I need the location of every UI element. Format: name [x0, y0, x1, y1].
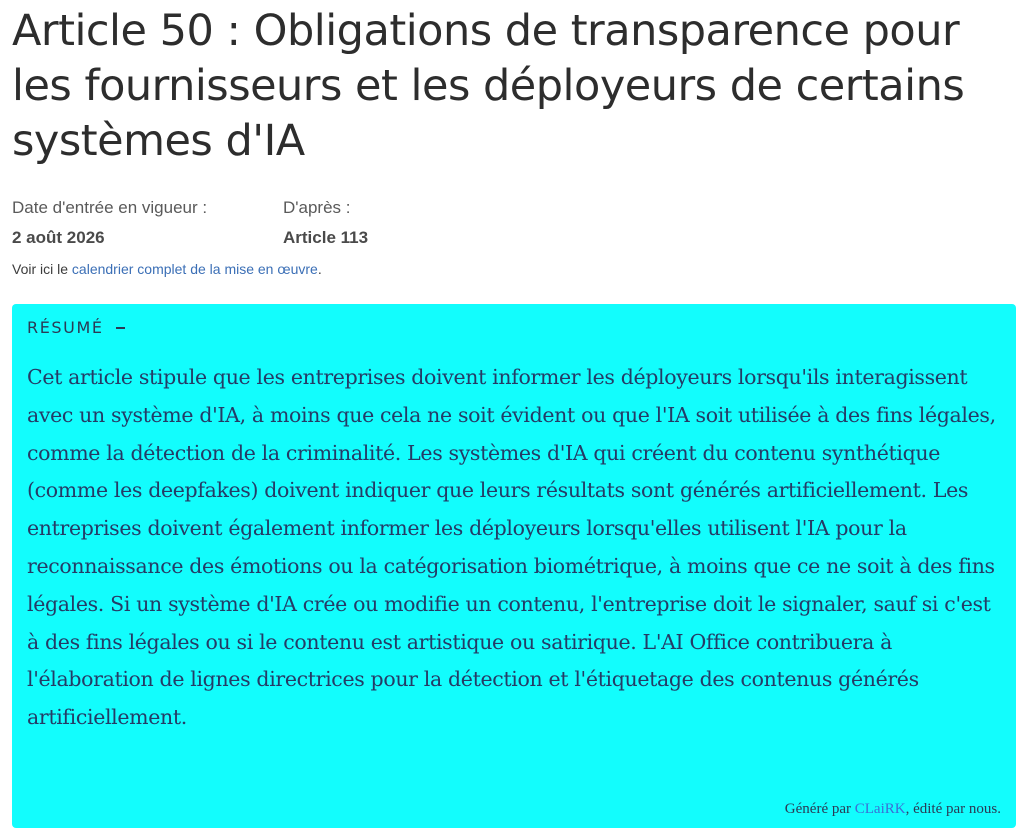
summary-toggle[interactable]	[27, 318, 1001, 337]
source-value: Article 113	[283, 228, 369, 247]
source-label: D'après :	[283, 198, 351, 217]
calendar-line	[12, 259, 1016, 279]
calendar-link[interactable]: calendrier complet de la mise en œuvre	[71, 261, 318, 277]
entry-date-block	[12, 197, 283, 249]
entry-date-label: Date d'entrée en vigueur :	[12, 198, 208, 217]
clairk-link[interactable]: CLaiRK	[854, 801, 906, 817]
generated-by-note	[785, 801, 1001, 818]
summary-header-label: RÉSUMÉ	[27, 318, 104, 337]
calendar-prefix: Voir ici le	[12, 261, 72, 277]
summary-text: Cet article stipule que les entreprises doivent informer les déployeurs lorsqu'ils interagissent avec un système d'IA, à moins que cela ne soit évident ou que l'IA soit utilisée à des fins légales, comme la détection de la criminalité. Les systèmes d'IA qui créent du contenu synthétique (comme les deepfakes) doivent indiquer que leurs résultats sont générés artificiellement. Les entreprises doivent également informer les déployeurs lorsqu'elles utilisent l'IA pour la reconnaissance des émotions ou la catégorisation biométrique, à moins que ce ne soit à des fins légales. Si un système d'IA crée ou modifie un contenu, l'entreprise doit le signaler, sauf si c'est à des fins légales ou si le contenu est artistique ou satirique. L'AI Office contribuera à l'élaboration de lignes directrices pour la détection et l'étiquetage des contenus générés artificiellement.	[27, 365, 996, 730]
generated-prefix: Généré par	[784, 801, 855, 817]
article-page	[12, 0, 1016, 817]
article-meta	[12, 197, 1016, 249]
source-block	[283, 197, 368, 249]
calendar-suffix: .	[317, 261, 322, 277]
entry-date-value: 2 août 2026	[12, 228, 105, 247]
summary-box	[12, 304, 1016, 828]
page-title: Article 50 : Obligations de transparence pour les fournisseurs et les déployeurs de certains systèmes d'IA	[12, 6, 965, 166]
generated-suffix: , édité par nous.	[905, 801, 1001, 817]
minus-icon[interactable]	[116, 327, 125, 329]
